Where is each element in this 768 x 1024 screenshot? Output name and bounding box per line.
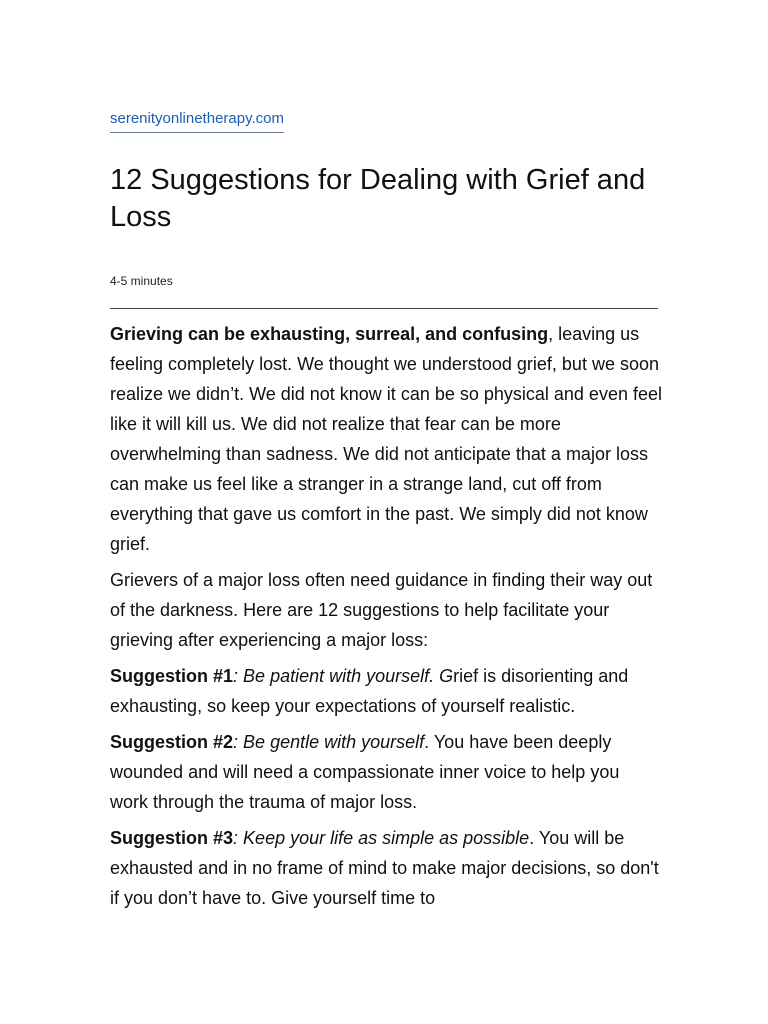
header-divider [110,308,658,309]
intro-lead-bold: Grieving can be exhausting, surreal, and confusing [110,324,549,344]
suggestion-2 [110,727,662,817]
article-body [110,319,662,919]
suggestion-separator: : [233,666,244,686]
intro-lead-rest: , leaving us feeling completely lost. We thought we understood grief, but we soon realize we didn’t. We did not know it can be so physical and even feel like it will kill us. We did not realize that fear can be more overwhelming than sadness. We did not anticipate that a major loss can make us feel like a stranger in a strange land, cut off from everything that gave us comfort in the past. We simply did not know grief. [110,324,662,554]
source-site-link[interactable]: serenityonlinetherapy.com [110,109,284,133]
suggestion-text: . You have been deeply wounded and will need a compassionate inner voice to help you work through the trauma of major loss. [110,732,620,812]
suggestion-3 [110,823,662,913]
suggestion-separator: : [233,828,244,848]
suggestion-headline: Be patient with yourself. G [243,666,454,686]
suggestion-label: Suggestion #2 [110,732,234,752]
suggestion-label: Suggestion #3 [110,828,234,848]
suggestion-label: Suggestion #1 [110,666,234,686]
suggestion-separator: : [233,732,244,752]
suggestion-text: rief is disorienting and exhausting, so keep your expectations of yourself realistic. [110,666,629,716]
reading-time: 4-5 minutes [110,274,173,288]
suggestion-1 [110,661,662,721]
suggestion-text: . You will be exhausted and in no frame of mind to make major decisions, so don't if you don’t have to. Give yourself time to [110,828,659,908]
suggestion-headline: Keep your life as simple as possible [243,828,530,848]
intro-paragraph [110,319,662,559]
suggestion-headline: Be gentle with yourself [243,732,425,752]
article-title: 12 Suggestions for Dealing with Grief and Loss [110,164,646,233]
guidance-paragraph: Grievers of a major loss often need guidance in finding their way out of the darkness. Here are 12 suggestions to help facilitate your grieving after experiencing a major loss: [110,570,653,650]
